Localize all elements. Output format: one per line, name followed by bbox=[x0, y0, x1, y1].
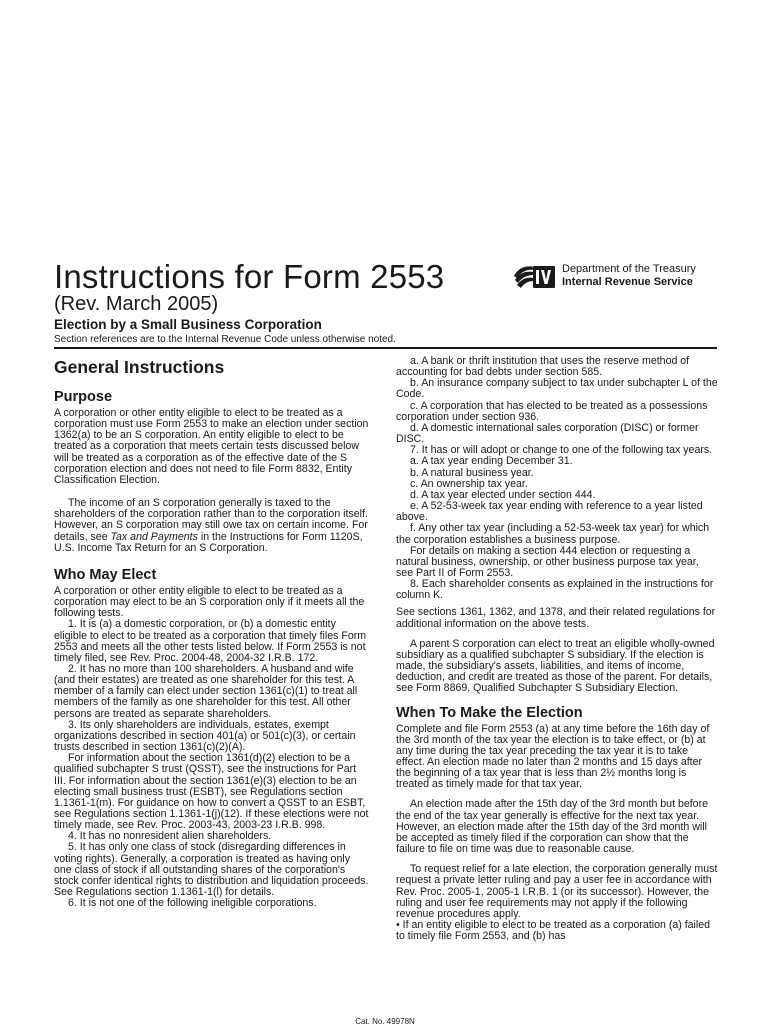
header-divider bbox=[54, 347, 717, 349]
agency-name: Internal Revenue Service bbox=[562, 276, 693, 288]
right-column bbox=[396, 356, 718, 942]
document-title: Instructions for Form 2553 bbox=[54, 258, 445, 295]
who-may-elect-heading: Who May Elect bbox=[54, 566, 157, 583]
when-paragraph-2: An election made after the 15th day of the 3rd month but before the end of the tax year generally is effective for the next tax year. However, an election made after the 15th day of the 3rd month will be accepted as timely filed if the corporation can show that the failure to file on time was due to reasonable cause. bbox=[396, 798, 708, 856]
tax-year-a: a. A tax year ending December 31. bbox=[410, 455, 573, 468]
test-7: 7. It has or will adopt or change to one of the following tax years. bbox=[410, 444, 713, 457]
section-444-details: For details on making a section 444 election or requesting a natural business, ownership, or other business purpose tax year, see Part II of Form 2553. bbox=[396, 544, 699, 579]
see-sections-note: See sections 1361, 1362, and 1378, and their related regulations for additional information on the above tests. bbox=[396, 606, 716, 630]
test-1: 1. It is (a) a domestic corporation, or (b) a domestic entity eligible to elect to be treated as a corporation that timely files Form 2553 and meets all the other tests listed below. If Form 2553 is not timely filed, see Rev. Proc. 2004-48, 2004-32 I.R.B. 172. bbox=[54, 618, 367, 664]
department-name: Department of the Treasury bbox=[562, 263, 696, 275]
ineligible-item-c: c. A corporation that has elected to be treated as a possessions corporation under section 936. bbox=[396, 399, 708, 423]
tax-year-c: c. An ownership tax year. bbox=[410, 477, 528, 490]
purpose-paragraph-2: The income of an S corporation generally is taxed to the shareholders of the corporation rather than to the corporation itself. However, an S corporation may still owe tax on certain income. For details, see Tax and Payments in the Instructions for Form 1120S, U.S. Income Tax Return for an S Corporation. bbox=[54, 497, 368, 554]
section-references-note: Section references are to the Internal Revenue Code unless otherwise noted. bbox=[54, 334, 396, 345]
test-8: 8. Each shareholder consents as explained in the instructions for column K. bbox=[396, 578, 714, 602]
parent-s-corporation-paragraph: A parent S corporation can elect to treat an eligible wholly-owned subsidiary as a qualified subchapter S subsidiary. If the election is made, the subsidiary's assets, liabilities, and items of income, deduction, and credit are treated as those of the parent. For details, see Form 8869, Qualified Subchapter S Subsidiary Election. bbox=[396, 637, 715, 695]
department-block bbox=[562, 263, 696, 289]
ineligible-item-b: b. An insurance company subject to tax under subchapter L of the Code. bbox=[396, 377, 718, 401]
when-to-make-election-heading: When To Make the Election bbox=[396, 704, 583, 721]
who-may-elect-intro: A corporation or other entity eligible to elect to be treated as a corporation may elect to be an S corporation only if it meets all the following tests. bbox=[54, 584, 365, 620]
purpose-paragraph-1: A corporation or other entity eligible to elect to be treated as a corporation must use Form 2553 to make an election under section 1362(a) to be an S corporation. An entity eligible to elect to be treated as a corporation that meets certain tests discussed below will be treated as a corporation as of the effective date of the S corporation election and does not need to file Form 8832, Entity Classification Election. bbox=[54, 407, 369, 486]
when-paragraph-1: Complete and file Form 2553 (a) at any time before the 16th day of the 3rd month of the tax year the election is to take effect, or (b) at any time during the tax year preceding the tax year it is to take effect. An election made no later than 2 months and 15 days after the beginning of a tax year that is less than 2½ months long is treated as timely made for that tax year. bbox=[396, 722, 710, 791]
test-2: 2. It has no more than 100 shareholders. A husband and wife (and their estates) are treated as one shareholder for this test. A member of a family can elect under section 1361(c)(1) to treat all members of the family as one shareholder for this test. All other persons are treated as separate shareholders. bbox=[54, 662, 358, 720]
test-3-info: For information about the section 1361(d)(2) election to be a qualified subchapter S trust (QSST), see the instructions for Part III. For information about the section 1361(e)(3) election to be an electing small business trust (ESBT), see Regulations section 1.1361-1(m). For guidance on how to convert a QSST to an ESBT, see Regulations section 1.1361-1(j)(12). If these elections were not timely made, see Rev. Proc. 2003-43, 2003-23 I.R.B. 998. bbox=[54, 752, 369, 832]
purpose-heading: Purpose bbox=[54, 389, 113, 405]
tax-year-f: f. Any other tax year (including a 52-53-week tax year) for which the corporation establishes a business purpose. bbox=[396, 522, 710, 546]
catalog-number: Cat. No. 49978N bbox=[355, 1017, 415, 1026]
general-instructions-heading: General Instructions bbox=[54, 357, 225, 377]
when-paragraph-3: To request relief for a late election, the corporation generally must request a private letter ruling and pay a user fee in accordance with Rev. Proc. 2005-1, 2005-1 I.R.B. 1 (or its successor). However, the ruling and user fee requirements may not apply if the following revenue procedures apply. bbox=[396, 863, 718, 920]
left-column bbox=[54, 356, 370, 909]
test-4: 4. It has no nonresident alien shareholders. bbox=[68, 830, 272, 843]
revision-date: (Rev. March 2005) bbox=[54, 293, 219, 315]
test-3: 3. Its only shareholders are individuals, estates, exempt organizations described in section 401(a) or 501(c)(3), or certain trusts described in section 1361(c)(2)(A). bbox=[54, 718, 356, 754]
tax-year-b: b. A natural business year. bbox=[410, 466, 534, 479]
bullet-late-election: • If an entity eligible to elect to be treated as a corporation (a) failed to timely file Form 2553, and (b) has bbox=[396, 919, 711, 943]
document-subtitle: Election by a Small Business Corporation bbox=[54, 317, 322, 332]
ineligible-item-d: d. A domestic international sales corporation (DISC) or former DISC. bbox=[396, 421, 699, 446]
test-6: 6. It is not one of the following ineligible corporations. bbox=[68, 897, 317, 910]
tax-year-e: e. A 52-53-week tax year ending with reference to a year listed above. bbox=[396, 500, 703, 524]
irs-eagle-logo bbox=[512, 262, 556, 292]
test-5: 5. It has only one class of stock (disregarding differences in voting rights). Generally, a corporation is treated as having only one class of stock if all outstanding shares of the corporation's stock confer identical rights to distribution and liquidation proceeds. See Regulations section 1.1361-1(l) for details. bbox=[54, 841, 369, 899]
tax-year-d: d. A tax year elected under section 444. bbox=[410, 488, 596, 501]
ineligible-item-a: a. A bank or thrift institution that uses the reserve method of accounting for bad debts under section 585. bbox=[396, 355, 690, 379]
